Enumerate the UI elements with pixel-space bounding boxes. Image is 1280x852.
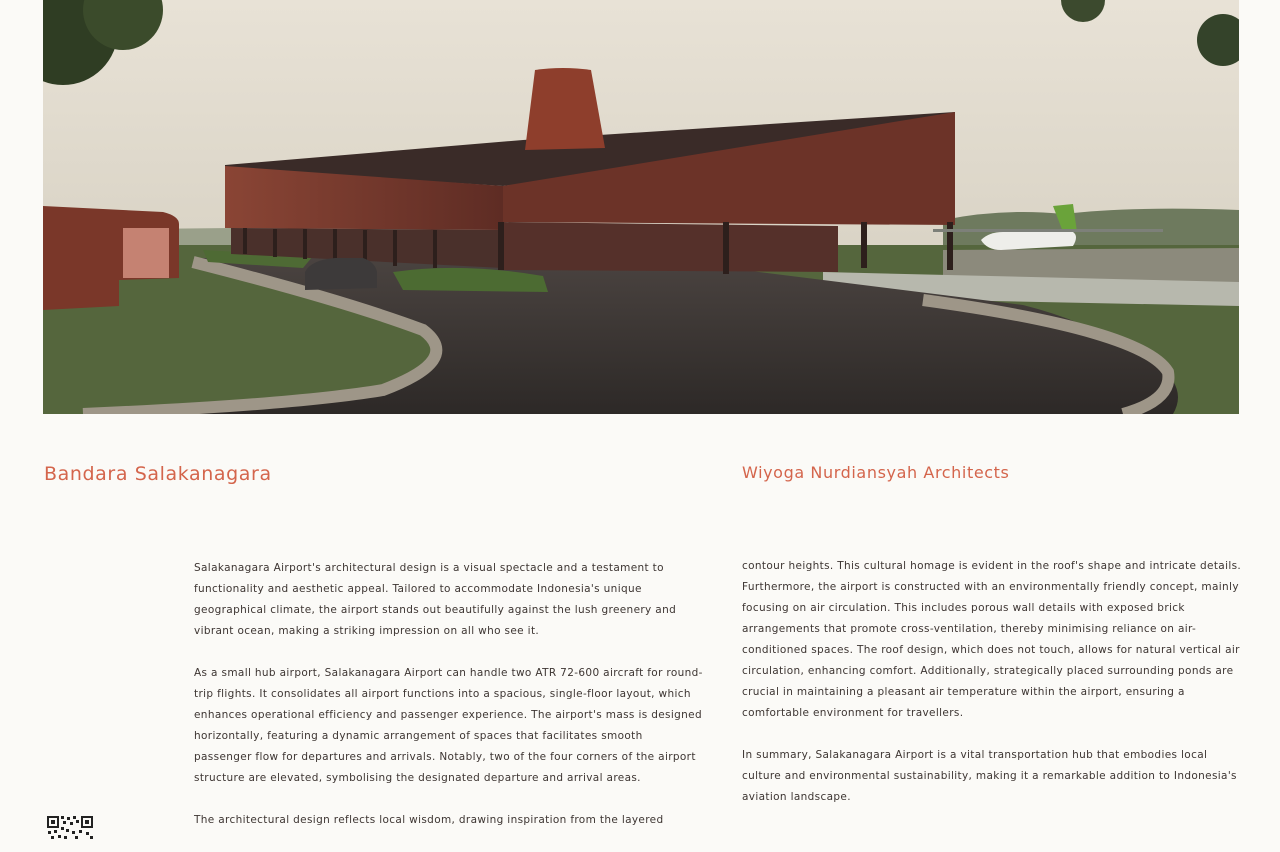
- paragraph: Salakanagara Airport's architectural design is a visual spectacle and a testament to functionality and aesthetic appeal. Tailored to accommodate Indonesia's unique geographical climate, the airport stands out beautifully against the lush greenery and vibrant ocean, making a striking impression on all who see it.: [194, 562, 677, 637]
- airport-rendering-image: [43, 0, 1239, 414]
- paragraph: contour heights. This cultural homage is evident in the roof's shape and intricate details. Furthermore, the airport is constructed with an environmentally friendly concept, mainly focusing on air circulation. This includes porous wall details with exposed brick arrangements that promote cross-ventilation, thereby minimising reliance on air-conditioned spaces. The roof design, which does not touch, allows for natural vertical air circulation, enhancing comfort. Additionally, strategically placed surrounding ponds are crucial in maintaining a pleasant air temperature within the airport, ensuring a comfortable environment for travellers.: [742, 560, 1242, 719]
- architect-name: Wiyoga Nurdiansyah Architects: [742, 463, 1010, 482]
- paragraph: The architectural design reflects local wisdom, drawing inspiration from the layered: [194, 814, 664, 826]
- project-title: Bandara Salakanagara: [44, 463, 272, 485]
- qr-code-icon[interactable]: [46, 815, 94, 840]
- body-text-right-column: [742, 556, 1242, 829]
- airport-rendering: [43, 0, 1239, 414]
- paragraph: As a small hub airport, Salakanagara Airport can handle two ATR 72-600 aircraft for round-trip flights. It consolidates all airport functions into a spacious, single-floor layout, which enhances operational efficiency and passenger experience. The airport's mass is designed horizontally, featuring a dynamic arrangement of spaces that facilitates smooth passenger flow for departures and arrivals. Notably, two of the four corners of the airport structure are elevated, symbolising the designated departure and arrival areas.: [194, 667, 703, 784]
- body-text-left-column: [194, 558, 704, 852]
- paragraph: In summary, Salakanagara Airport is a vital transportation hub that embodies local culture and environmental sustainability, making it a remarkable addition to Indonesia's aviation landscape.: [742, 749, 1237, 803]
